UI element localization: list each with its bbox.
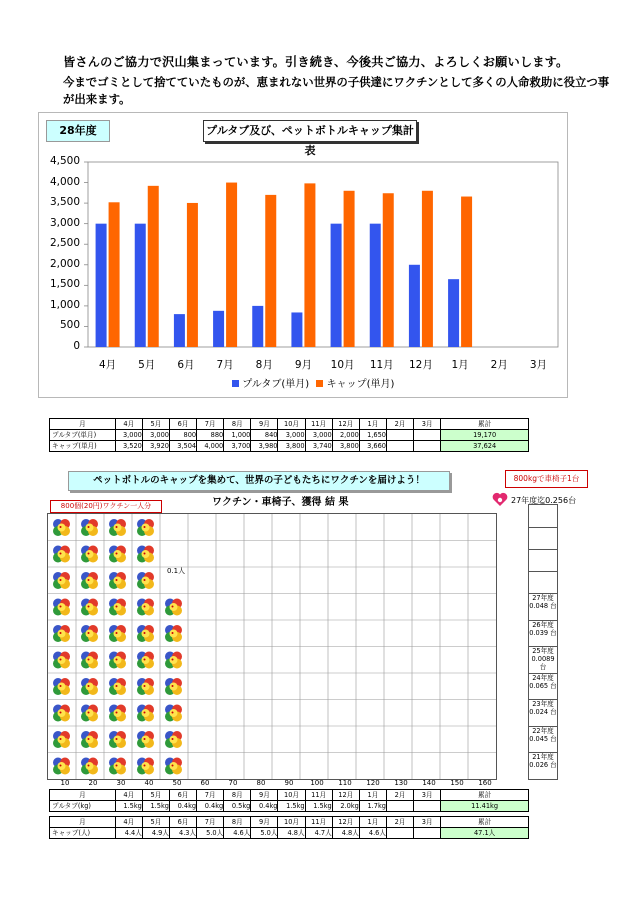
bar-cap: [265, 195, 276, 347]
grid-x-tick: 10: [60, 779, 70, 787]
vaccine-icon: [53, 705, 70, 722]
side-year-cell: 27年度 0.048 台: [529, 593, 557, 621]
table-cell: [414, 801, 441, 812]
bar-pulltab: [291, 312, 302, 347]
slogan-banner: ペットボトルのキャップを集めて、世界の子どもたちにワクチンを届けよう！: [68, 471, 450, 491]
chart-legend: [232, 375, 394, 390]
table-cell: 3,660: [359, 441, 386, 452]
vaccine-icon: [165, 599, 182, 616]
table-cell: 3,000: [142, 430, 169, 441]
vaccine-icon: [53, 652, 70, 669]
table-header-cell: 4月: [115, 817, 142, 828]
vaccine-icon: [137, 731, 154, 748]
table-header-cell: 11月: [305, 419, 332, 430]
vaccine-icon: [53, 678, 70, 695]
vaccine-icon: [165, 705, 182, 722]
vaccine-icon: [109, 731, 126, 748]
side-divider: [529, 571, 557, 573]
side-year-cell: 22年度 0.045 台: [529, 726, 557, 754]
vaccine-icon: [109, 572, 126, 589]
table-cell: 3,520: [115, 441, 142, 452]
vaccine-icon: [81, 758, 98, 775]
x-tick-label: 8月: [255, 359, 273, 371]
vaccine-icon: [81, 625, 98, 642]
chart-year-label: 28年度: [46, 120, 110, 142]
wheelchair-year-column: [528, 504, 558, 780]
table-header-cell: 4月: [115, 790, 142, 801]
table-cell: 1,650: [359, 430, 386, 441]
table-cell: 1,000: [224, 430, 251, 441]
table-header-cell: 9月: [251, 419, 278, 430]
table-header-cell: 11月: [305, 817, 332, 828]
table-cell: 3,800: [332, 441, 359, 452]
vaccine-icon: [53, 758, 70, 775]
table-cell: 4.7人: [305, 828, 332, 839]
vaccine-icon: [109, 758, 126, 775]
vaccine-icon: [109, 705, 126, 722]
row-total: 19,170: [441, 430, 529, 441]
table-header-cell: 累計: [441, 790, 529, 801]
vaccine-icon: [165, 731, 182, 748]
row-total: 47.1人: [441, 828, 529, 839]
row-total: 11.41kg: [441, 801, 529, 812]
table-row: [50, 828, 529, 839]
table-cell: 4.9人: [142, 828, 169, 839]
table-cell: 4.6人: [224, 828, 251, 839]
bar-cap: [383, 193, 394, 347]
row-label: キャップ(人): [50, 828, 116, 839]
grid-x-tick: 70: [228, 779, 238, 787]
row-label: プルタブ(単月): [50, 430, 116, 441]
vaccine-icon: [109, 625, 126, 642]
table-cell: 1.5kg: [278, 801, 305, 812]
wheelchair-icon: [492, 491, 508, 507]
table-row: [50, 441, 529, 452]
side-divider: [529, 549, 557, 551]
table-cell: [414, 430, 441, 441]
table-header: [50, 790, 529, 801]
table-cell: [414, 828, 441, 839]
vaccine-icon: [81, 678, 98, 695]
cap-people-table: [49, 816, 529, 839]
y-tick-label: 3,500: [49, 196, 80, 209]
grid-x-tick: 40: [144, 779, 154, 787]
table-cell: [386, 801, 413, 812]
chart-title: プルタブ及び、ペットボトルキャップ集計表: [203, 120, 417, 142]
table-cell: 1.5kg: [305, 801, 332, 812]
table-cell: 5.0人: [197, 828, 224, 839]
table-header-cell: 8月: [224, 817, 251, 828]
grid-x-tick: 80: [256, 779, 266, 787]
table-header-cell: 10月: [278, 419, 305, 430]
partial-label: 0.1人: [167, 567, 186, 575]
vaccine-icon: [53, 519, 70, 536]
x-tick-label: 5月: [138, 359, 156, 371]
vaccine-icon: [81, 705, 98, 722]
grid-x-tick: 90: [284, 779, 294, 787]
x-tick-label: 1月: [451, 359, 469, 371]
legend-swatch-pulltab: [232, 380, 239, 387]
table-header: [50, 817, 529, 828]
table-cell: 5.0人: [251, 828, 278, 839]
table-header-cell: 6月: [169, 790, 196, 801]
bar-pulltab: [213, 311, 224, 347]
vaccine-icon: [81, 731, 98, 748]
pulltab-weight-table: [49, 789, 529, 812]
grid-x-tick: 120: [366, 779, 380, 787]
vaccine-icon: [137, 705, 154, 722]
table-cell: 4.3人: [169, 828, 196, 839]
vaccine-icon: [81, 519, 98, 536]
row-total: 37,624: [441, 441, 529, 452]
y-tick-label: 500: [59, 319, 80, 332]
grid-x-tick: 150: [450, 779, 464, 787]
side-year-cell: 21年度 0.026 台: [529, 752, 557, 780]
y-tick-label: 4,000: [49, 175, 80, 188]
table-header-cell: 11月: [305, 790, 332, 801]
table-header-cell: 4月: [115, 419, 142, 430]
bar-pulltab: [135, 224, 146, 347]
legend-pulltab: プルタブ(単月): [242, 379, 310, 390]
table-header-cell: 3月: [414, 790, 441, 801]
vaccine-icon: [81, 599, 98, 616]
table-cell: 3,000: [278, 430, 305, 441]
x-tick-label: 4月: [98, 359, 117, 371]
table-cell: 4.8人: [332, 828, 359, 839]
table-cell: [414, 441, 441, 452]
x-tick-label: 12月: [408, 359, 433, 371]
vaccine-icon: [53, 572, 70, 589]
side-year-cell: 24年度 0.065 台: [529, 673, 557, 701]
monthly-count-table: [49, 418, 529, 452]
table-header-cell: 7月: [197, 419, 224, 430]
side-year-cell: 23年度 0.024 台: [529, 699, 557, 727]
table-cell: [386, 430, 413, 441]
row-label: プルタブ(kg): [50, 801, 116, 812]
results-title: ワクチン・車椅子、獲得 結 果: [212, 497, 349, 508]
vaccine-icon: [109, 599, 126, 616]
table-cell: 4,000: [197, 441, 224, 452]
intro-line-1: 皆さんのご協力で沢山集まっています。引き続き、今後共ご協力、よろしくお願いします。: [63, 55, 569, 69]
intro-line-2: 今までゴミとして捨てていたものが、恵まれない世界の子供達にワクチンとして多くの人命救助に役立つ事: [63, 75, 610, 89]
table-header-cell: 1月: [359, 790, 386, 801]
table-header-cell: 8月: [224, 790, 251, 801]
table-header-cell: 9月: [251, 817, 278, 828]
table-header-cell: 1月: [359, 817, 386, 828]
x-tick-label: 7月: [216, 359, 234, 371]
x-tick-label: 6月: [177, 359, 195, 371]
table-header: [50, 419, 529, 430]
grid-x-tick: 50: [172, 779, 182, 787]
wheelchair-note: 800kgで車椅子1台: [505, 470, 588, 488]
vaccine-icon: [81, 652, 98, 669]
bar-cap: [109, 202, 120, 347]
vaccine-icon: [165, 758, 182, 775]
table-cell: [386, 441, 413, 452]
table-header-cell: 月: [50, 817, 116, 828]
vaccine-icon: [137, 572, 154, 589]
legend-cap: キャップ(単月): [326, 379, 395, 390]
table-header-cell: 5月: [142, 790, 169, 801]
table-header-cell: 6月: [169, 419, 196, 430]
table-cell: 800: [169, 430, 196, 441]
vaccine-icon: [53, 546, 70, 563]
legend-swatch-cap: [316, 380, 323, 387]
y-tick-label: 3,000: [49, 216, 80, 229]
vaccine-icon: [109, 678, 126, 695]
table-cell: 4.6人: [359, 828, 386, 839]
table-cell: 3,504: [169, 441, 196, 452]
table-cell: 840: [251, 430, 278, 441]
grid-x-tick: 100: [310, 779, 324, 787]
table-cell: 3,800: [278, 441, 305, 452]
table-header-cell: 12月: [332, 790, 359, 801]
table-cell: 1.5kg: [142, 801, 169, 812]
bar-pulltab: [331, 224, 342, 347]
table-header-cell: 6月: [169, 817, 196, 828]
vaccine-grid: [47, 513, 497, 780]
vaccine-icon: [137, 625, 154, 642]
table-header-cell: 12月: [332, 817, 359, 828]
grid-x-tick: 110: [338, 779, 352, 787]
x-tick-label: 11月: [369, 359, 394, 371]
x-tick-label: 10月: [330, 359, 355, 371]
table-cell: 2,000: [332, 430, 359, 441]
table-cell: 0.4kg: [197, 801, 224, 812]
grid-x-tick: 140: [422, 779, 436, 787]
vaccine-icon: [109, 519, 126, 536]
table-header-cell: 2月: [386, 790, 413, 801]
y-tick-label: 4,500: [49, 155, 80, 167]
bar-chart: [0, 0, 635, 400]
vaccine-icon: [165, 625, 182, 642]
table-header-cell: 9月: [251, 790, 278, 801]
vaccine-unit-note: 800個(20円)ワクチン一人分: [50, 500, 162, 513]
table-header-cell: 10月: [278, 817, 305, 828]
table-cell: 3,000: [115, 430, 142, 441]
table-cell: 3,000: [305, 430, 332, 441]
table-cell: 2.0kg: [332, 801, 359, 812]
table-header-cell: 月: [50, 419, 116, 430]
table-header-cell: 月: [50, 790, 116, 801]
grid-x-tick: 30: [116, 779, 126, 787]
table-cell: 3,740: [305, 441, 332, 452]
vaccine-icon: [81, 546, 98, 563]
table-header-cell: 3月: [414, 817, 441, 828]
table-header-cell: 10月: [278, 790, 305, 801]
table-cell: 4.4人: [115, 828, 142, 839]
grid-x-tick: 20: [88, 779, 98, 787]
grid-x-tick: 60: [200, 779, 210, 787]
vaccine-icon: [137, 678, 154, 695]
table-cell: 880: [197, 430, 224, 441]
vaccine-icon: [165, 678, 182, 695]
vaccine-icon: [137, 599, 154, 616]
bar-pulltab: [370, 224, 381, 347]
y-tick-label: 1,500: [49, 278, 80, 291]
table-cell: 0.5kg: [224, 801, 251, 812]
table-cell: 1.7kg: [359, 801, 386, 812]
table-cell: 1.5kg: [115, 801, 142, 812]
table-header-cell: 1月: [359, 419, 386, 430]
table-cell: 0.4kg: [251, 801, 278, 812]
table-header-cell: 7月: [197, 817, 224, 828]
side-divider: [529, 527, 557, 529]
table-header-cell: 5月: [142, 419, 169, 430]
vaccine-icon: [53, 599, 70, 616]
intro-line-3: が出来ます。: [63, 92, 131, 106]
y-tick-label: 2,500: [49, 237, 80, 250]
table-header-cell: 5月: [142, 817, 169, 828]
table-header-cell: 2月: [386, 419, 413, 430]
table-row: [50, 430, 529, 441]
bar-cap: [226, 183, 237, 347]
table-cell: 3,920: [142, 441, 169, 452]
grid-x-tick: 130: [394, 779, 408, 787]
table-cell: 0.4kg: [169, 801, 196, 812]
table-cell: [386, 828, 413, 839]
table-header-cell: 2月: [386, 817, 413, 828]
x-tick-label: 9月: [294, 359, 312, 371]
vaccine-icon: [81, 572, 98, 589]
bar-cap: [344, 191, 355, 347]
row-label: キャップ(単月): [50, 441, 116, 452]
table-cell: 4.8人: [278, 828, 305, 839]
table-header-cell: 3月: [414, 419, 441, 430]
bar-pulltab: [252, 306, 263, 347]
table-header-cell: 累計: [441, 419, 529, 430]
bar-cap: [422, 191, 433, 347]
table-cell: 3,700: [224, 441, 251, 452]
y-tick-label: 2,000: [49, 257, 80, 270]
grid-x-tick: 160: [478, 779, 492, 787]
vaccine-icon: [165, 652, 182, 669]
x-tick-label: 2月: [490, 359, 508, 371]
bar-pulltab: [96, 224, 107, 347]
vaccine-icon: [137, 519, 154, 536]
table-row: [50, 801, 529, 812]
bar-cap: [304, 183, 315, 347]
table-cell: 3,980: [251, 441, 278, 452]
vaccine-icon: [137, 652, 154, 669]
side-year-cell: 25年度 0.0089 台: [529, 646, 557, 674]
vaccine-icon: [53, 625, 70, 642]
vaccine-icon: [137, 758, 154, 775]
bar-pulltab: [448, 279, 459, 347]
x-tick-label: 3月: [529, 359, 547, 371]
bar-cap: [187, 203, 198, 347]
y-tick-label: 0: [73, 340, 80, 352]
table-header-cell: 12月: [332, 419, 359, 430]
y-tick-label: 1,000: [49, 298, 80, 311]
bar-pulltab: [174, 314, 185, 347]
bar-cap: [148, 186, 159, 347]
table-header-cell: 累計: [441, 817, 529, 828]
bar-cap: [461, 197, 472, 347]
table-header-cell: 8月: [224, 419, 251, 430]
vaccine-icon: [109, 652, 126, 669]
side-year-cell: 26年度 0.039 台: [529, 620, 557, 648]
bar-pulltab: [409, 265, 420, 347]
vaccine-icon: [137, 546, 154, 563]
vaccine-icon: [53, 731, 70, 748]
vaccine-icon: [109, 546, 126, 563]
wheelchair-total: 27年度迄0.256台: [511, 496, 577, 505]
table-header-cell: 7月: [197, 790, 224, 801]
